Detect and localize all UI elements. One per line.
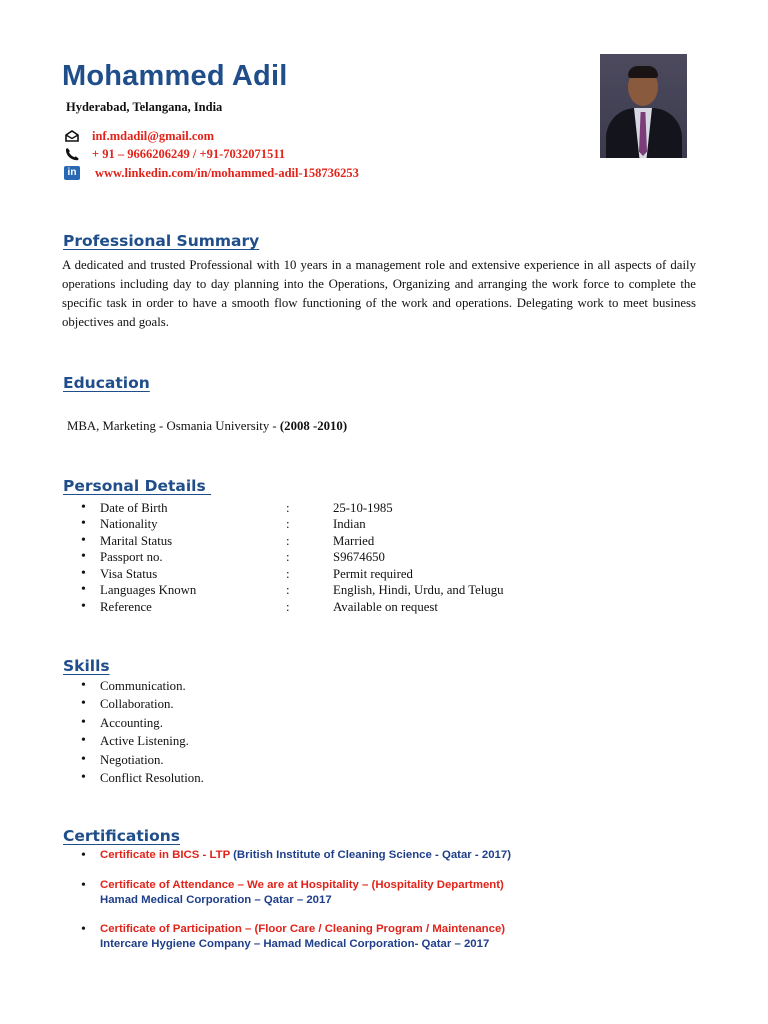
certificate-title: Certificate of Participation – (Floor Care / Cleaning Program / Maintenance) <box>100 923 506 935</box>
education-separator: - <box>269 419 280 433</box>
skill-item: Communication. <box>100 679 186 693</box>
summary-text: A dedicated and trusted Professional with 10 years in a management role and extensive experience in all aspects of daily operations including day to day planning into the Operations, Organizing and arranging the work force to complete the specific task in order to have a smooth flow functioning of the work and operations. Delegating work to meet business objectives and goals. <box>62 258 696 329</box>
skill-item: Collaboration. <box>100 697 174 711</box>
list-bullet: • <box>81 566 86 581</box>
personal-colon: : <box>286 583 290 597</box>
list-bullet: • <box>81 878 86 893</box>
phone-icon <box>64 147 80 161</box>
personal-value: English, Hindi, Urdu, and Telugu <box>333 583 504 597</box>
list-bullet: • <box>81 678 86 693</box>
phone-number: + 91 – 9666206249 / +91-7032071511 <box>92 146 286 161</box>
personal-colon: : <box>286 567 290 581</box>
candidate-location: Hyderabad, Telangana, India <box>66 100 223 114</box>
personal-label: Reference <box>100 600 152 614</box>
certificate-title: Certificate in BICS - LTP <box>100 849 234 861</box>
list-bullet: • <box>81 848 86 863</box>
email-link[interactable]: inf.mdadil@gmail.com <box>92 128 215 143</box>
list-bullet: • <box>81 533 86 548</box>
personal-colon: : <box>286 534 290 548</box>
certificate-item <box>100 849 511 861</box>
personal-label: Nationality <box>100 517 158 531</box>
certificate-item <box>100 923 505 935</box>
linkedin-icon: in <box>64 166 80 180</box>
personal-value: Available on request <box>333 600 438 614</box>
list-bullet: • <box>81 715 86 730</box>
contact-linkedin-row <box>64 165 359 181</box>
education-heading: Education <box>63 374 150 392</box>
personal-colon: : <box>286 517 290 531</box>
personal-value: 25-10-1985 <box>333 501 393 515</box>
contact-email-row <box>64 128 214 144</box>
certificate-item <box>100 879 504 891</box>
personal-label: Passport no. <box>100 550 163 564</box>
skill-item: Conflict Resolution. <box>100 771 204 785</box>
list-bullet: • <box>81 549 86 564</box>
skill-item: Active Listening. <box>100 734 189 748</box>
certificate-issuer: Intercare Hygiene Company – Hamad Medical Corporation- Qatar – 2017 <box>100 938 490 950</box>
education-years: (2008 -2010) <box>279 419 348 433</box>
candidate-name: Mohammed Adil <box>62 60 288 92</box>
certificate-issuer: (British Institute of Cleaning Science - Qatar - 2017) <box>233 849 511 861</box>
personal-colon: : <box>286 501 290 515</box>
personal-colon: : <box>286 600 290 614</box>
summary-heading: Professional Summary <box>63 232 260 250</box>
skill-item: Accounting. <box>100 716 163 730</box>
personal-value: Married <box>333 534 375 548</box>
personal-value: S9674650 <box>333 550 385 564</box>
list-bullet: • <box>81 500 86 515</box>
certificate-issuer: Hamad Medical Corporation – Qatar – 2017 <box>100 894 332 906</box>
list-bullet: • <box>81 516 86 531</box>
list-bullet: • <box>81 733 86 748</box>
list-bullet: • <box>81 582 86 597</box>
list-bullet: • <box>81 696 86 711</box>
education-entry <box>67 419 347 434</box>
list-bullet: • <box>81 599 86 614</box>
list-bullet: • <box>81 770 86 785</box>
personal-value: Permit required <box>333 567 413 581</box>
personal-label: Languages Known <box>100 583 197 597</box>
skill-item: Negotiation. <box>100 753 164 767</box>
personal-details-heading: Personal Details <box>63 477 212 495</box>
personal-label: Marital Status <box>100 534 173 548</box>
personal-value: Indian <box>333 517 366 531</box>
certificate-title: Certificate of Attendance – We are at Hospitality – (Hospitality Department) <box>100 879 504 891</box>
profile-photo <box>600 54 687 158</box>
certifications-heading: Certifications <box>63 827 181 845</box>
list-bullet: • <box>81 922 86 937</box>
skills-heading: Skills <box>63 657 110 675</box>
personal-label: Visa Status <box>100 567 158 581</box>
personal-label: Date of Birth <box>100 501 168 515</box>
contact-phone-row <box>64 146 285 162</box>
personal-colon: : <box>286 550 290 564</box>
education-degree: MBA, Marketing - Osmania University <box>67 419 270 433</box>
linkedin-link[interactable]: www.linkedin.com/in/mohammed-adil-158736253 <box>95 165 359 180</box>
list-bullet: • <box>81 752 86 767</box>
envelope-icon <box>64 129 80 143</box>
